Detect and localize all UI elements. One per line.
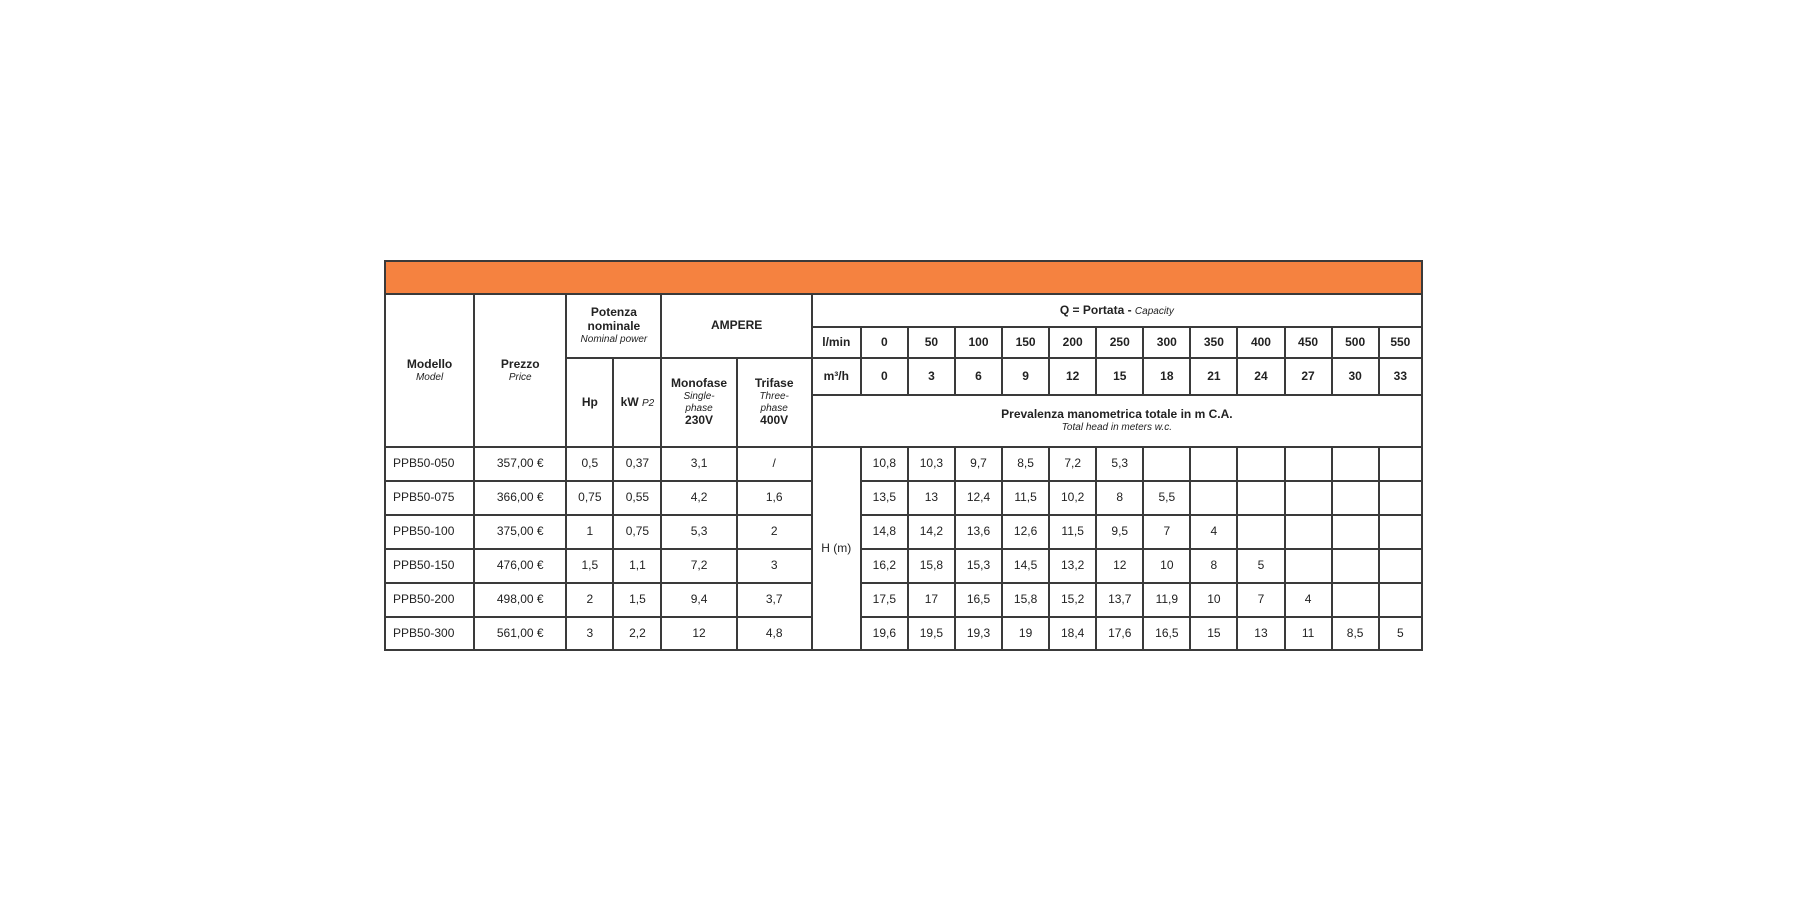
head-value-cell bbox=[1332, 515, 1379, 549]
head-value-cell: 16,5 bbox=[955, 583, 1002, 617]
flow-lmin-value: 450 bbox=[1285, 327, 1332, 358]
head-value-cell: 11,5 bbox=[1002, 481, 1049, 515]
pump-spec-sheet bbox=[384, 260, 1423, 651]
trifase-amp-cell: 4,8 bbox=[737, 617, 812, 650]
head-value-cell bbox=[1237, 515, 1284, 549]
header-ampere: AMPERE bbox=[661, 294, 811, 358]
flow-m3h-value: 24 bbox=[1237, 358, 1284, 395]
kw-cell: 2,2 bbox=[613, 617, 661, 650]
head-value-cell bbox=[1190, 447, 1237, 481]
flow-lmin-value: 100 bbox=[955, 327, 1002, 358]
head-value-cell: 16,2 bbox=[861, 549, 908, 583]
hp-cell: 2 bbox=[566, 583, 613, 617]
flow-lmin-value: 350 bbox=[1190, 327, 1237, 358]
kw-cell: 0,37 bbox=[613, 447, 661, 481]
flow-m3h-value: 33 bbox=[1379, 358, 1422, 395]
monofase-amp-cell: 5,3 bbox=[661, 515, 736, 549]
trifase-amp-cell: / bbox=[737, 447, 812, 481]
flow-lmin-label: l/min bbox=[812, 327, 861, 358]
kw-cell: 0,55 bbox=[613, 481, 661, 515]
head-value-cell: 8 bbox=[1190, 549, 1237, 583]
hp-cell: 0,5 bbox=[566, 447, 613, 481]
flow-lmin-value: 200 bbox=[1049, 327, 1096, 358]
head-value-cell: 12 bbox=[1096, 549, 1143, 583]
pump-performance-table bbox=[384, 293, 1423, 651]
price-cell: 375,00 € bbox=[474, 515, 566, 549]
head-value-cell bbox=[1237, 447, 1284, 481]
head-value-cell: 17,5 bbox=[861, 583, 908, 617]
kw-cell: 1,5 bbox=[613, 583, 661, 617]
kw-cell: 0,75 bbox=[613, 515, 661, 549]
price-cell: 366,00 € bbox=[474, 481, 566, 515]
monofase-amp-cell: 9,4 bbox=[661, 583, 736, 617]
head-value-cell: 18,4 bbox=[1049, 617, 1096, 650]
head-value-cell: 19,3 bbox=[955, 617, 1002, 650]
head-value-cell: 12,6 bbox=[1002, 515, 1049, 549]
head-value-cell: 7,2 bbox=[1049, 447, 1096, 481]
flow-m3h-value: 3 bbox=[908, 358, 955, 395]
head-value-cell: 10,2 bbox=[1049, 481, 1096, 515]
flow-lmin-value: 250 bbox=[1096, 327, 1143, 358]
head-value-cell: 15,8 bbox=[908, 549, 955, 583]
header-nominal-power: Potenza nominale Nominal power bbox=[566, 294, 661, 358]
price-cell: 498,00 € bbox=[474, 583, 566, 617]
head-value-cell: 13 bbox=[1237, 617, 1284, 650]
monofase-amp-cell: 12 bbox=[661, 617, 736, 650]
head-value-cell bbox=[1379, 481, 1422, 515]
header-monofase: Monofase Single- phase 230V bbox=[661, 358, 736, 447]
head-value-cell bbox=[1285, 481, 1332, 515]
head-value-cell: 14,8 bbox=[861, 515, 908, 549]
model-cell: PPB50-200 bbox=[385, 583, 474, 617]
price-cell: 561,00 € bbox=[474, 617, 566, 650]
flow-m3h-value: 30 bbox=[1332, 358, 1379, 395]
head-value-cell: 5,3 bbox=[1096, 447, 1143, 481]
head-value-cell: 12,4 bbox=[955, 481, 1002, 515]
head-value-cell: 16,5 bbox=[1143, 617, 1190, 650]
price-cell: 476,00 € bbox=[474, 549, 566, 583]
head-value-cell: 15 bbox=[1190, 617, 1237, 650]
header-trifase: Trifase Three- phase 400V bbox=[737, 358, 812, 447]
head-value-cell bbox=[1190, 481, 1237, 515]
trifase-amp-cell: 1,6 bbox=[737, 481, 812, 515]
head-value-cell: 5 bbox=[1379, 617, 1422, 650]
head-value-cell: 13,5 bbox=[861, 481, 908, 515]
head-value-cell bbox=[1285, 447, 1332, 481]
monofase-amp-cell: 3,1 bbox=[661, 447, 736, 481]
model-cell: PPB50-100 bbox=[385, 515, 474, 549]
head-value-cell: 17 bbox=[908, 583, 955, 617]
header-total-head: Prevalenza manometrica totale in m C.A. Total head in meters w.c. bbox=[812, 395, 1422, 447]
head-value-cell: 13 bbox=[908, 481, 955, 515]
head-value-cell: 15,2 bbox=[1049, 583, 1096, 617]
model-cell: PPB50-075 bbox=[385, 481, 474, 515]
head-value-cell: 8,5 bbox=[1002, 447, 1049, 481]
header-hp: Hp bbox=[566, 358, 613, 447]
monofase-amp-cell: 4,2 bbox=[661, 481, 736, 515]
header-price: Prezzo Price bbox=[474, 294, 566, 447]
head-value-cell: 17,6 bbox=[1096, 617, 1143, 650]
head-value-cell: 15,8 bbox=[1002, 583, 1049, 617]
flow-m3h-value: 21 bbox=[1190, 358, 1237, 395]
flow-m3h-value: 9 bbox=[1002, 358, 1049, 395]
table-row bbox=[385, 583, 1422, 617]
table-row bbox=[385, 549, 1422, 583]
price-cell: 357,00 € bbox=[474, 447, 566, 481]
head-unit-label: H (m) bbox=[812, 447, 861, 650]
head-value-cell bbox=[1379, 583, 1422, 617]
flow-m3h-value: 18 bbox=[1143, 358, 1190, 395]
kw-cell: 1,1 bbox=[613, 549, 661, 583]
head-value-cell: 10 bbox=[1143, 549, 1190, 583]
head-value-cell bbox=[1379, 515, 1422, 549]
flow-lmin-value: 0 bbox=[861, 327, 908, 358]
table-row bbox=[385, 617, 1422, 650]
flow-m3h-label: m³/h bbox=[812, 358, 861, 395]
flow-m3h-value: 0 bbox=[861, 358, 908, 395]
model-cell: PPB50-050 bbox=[385, 447, 474, 481]
head-value-cell bbox=[1332, 481, 1379, 515]
head-value-cell bbox=[1332, 583, 1379, 617]
head-value-cell bbox=[1332, 447, 1379, 481]
head-value-cell: 11,5 bbox=[1049, 515, 1096, 549]
head-value-cell: 7 bbox=[1237, 583, 1284, 617]
orange-header-band bbox=[384, 260, 1423, 293]
flow-m3h-value: 6 bbox=[955, 358, 1002, 395]
flow-m3h-value: 12 bbox=[1049, 358, 1096, 395]
flow-lmin-value: 500 bbox=[1332, 327, 1379, 358]
head-value-cell: 9,7 bbox=[955, 447, 1002, 481]
head-value-cell: 10,3 bbox=[908, 447, 955, 481]
header-model: Modello Model bbox=[385, 294, 474, 447]
head-value-cell bbox=[1332, 549, 1379, 583]
head-value-cell: 8,5 bbox=[1332, 617, 1379, 650]
flow-m3h-value: 27 bbox=[1285, 358, 1332, 395]
head-value-cell: 8 bbox=[1096, 481, 1143, 515]
head-value-cell: 19,5 bbox=[908, 617, 955, 650]
head-value-cell: 19 bbox=[1002, 617, 1049, 650]
head-value-cell: 19,6 bbox=[861, 617, 908, 650]
flow-lmin-value: 50 bbox=[908, 327, 955, 358]
head-value-cell: 14,2 bbox=[908, 515, 955, 549]
head-value-cell bbox=[1379, 549, 1422, 583]
flow-lmin-value: 300 bbox=[1143, 327, 1190, 358]
head-value-cell: 5 bbox=[1237, 549, 1284, 583]
table-row bbox=[385, 481, 1422, 515]
head-value-cell: 13,2 bbox=[1049, 549, 1096, 583]
trifase-amp-cell: 2 bbox=[737, 515, 812, 549]
table-row bbox=[385, 515, 1422, 549]
hp-cell: 3 bbox=[566, 617, 613, 650]
flow-lmin-value: 550 bbox=[1379, 327, 1422, 358]
hp-cell: 1 bbox=[566, 515, 613, 549]
head-value-cell: 13,6 bbox=[955, 515, 1002, 549]
flow-m3h-value: 15 bbox=[1096, 358, 1143, 395]
head-value-cell: 13,7 bbox=[1096, 583, 1143, 617]
table-row bbox=[385, 447, 1422, 481]
head-value-cell: 10 bbox=[1190, 583, 1237, 617]
model-cell: PPB50-150 bbox=[385, 549, 474, 583]
flow-lmin-value: 400 bbox=[1237, 327, 1284, 358]
head-value-cell bbox=[1285, 549, 1332, 583]
model-cell: PPB50-300 bbox=[385, 617, 474, 650]
head-value-cell bbox=[1237, 481, 1284, 515]
hp-cell: 1,5 bbox=[566, 549, 613, 583]
head-value-cell: 14,5 bbox=[1002, 549, 1049, 583]
head-value-cell: 11 bbox=[1285, 617, 1332, 650]
head-value-cell bbox=[1143, 447, 1190, 481]
hp-cell: 0,75 bbox=[566, 481, 613, 515]
head-value-cell: 5,5 bbox=[1143, 481, 1190, 515]
head-value-cell: 4 bbox=[1285, 583, 1332, 617]
header-kw: kW P2 bbox=[613, 358, 661, 447]
head-value-cell: 10,8 bbox=[861, 447, 908, 481]
head-value-cell bbox=[1379, 447, 1422, 481]
head-value-cell: 4 bbox=[1190, 515, 1237, 549]
head-value-cell: 9,5 bbox=[1096, 515, 1143, 549]
monofase-amp-cell: 7,2 bbox=[661, 549, 736, 583]
flow-lmin-value: 150 bbox=[1002, 327, 1049, 358]
trifase-amp-cell: 3,7 bbox=[737, 583, 812, 617]
head-value-cell: 11,9 bbox=[1143, 583, 1190, 617]
head-value-cell bbox=[1285, 515, 1332, 549]
head-value-cell: 15,3 bbox=[955, 549, 1002, 583]
head-value-cell: 7 bbox=[1143, 515, 1190, 549]
trifase-amp-cell: 3 bbox=[737, 549, 812, 583]
header-capacity: Q = Portata - Capacity bbox=[812, 294, 1422, 327]
